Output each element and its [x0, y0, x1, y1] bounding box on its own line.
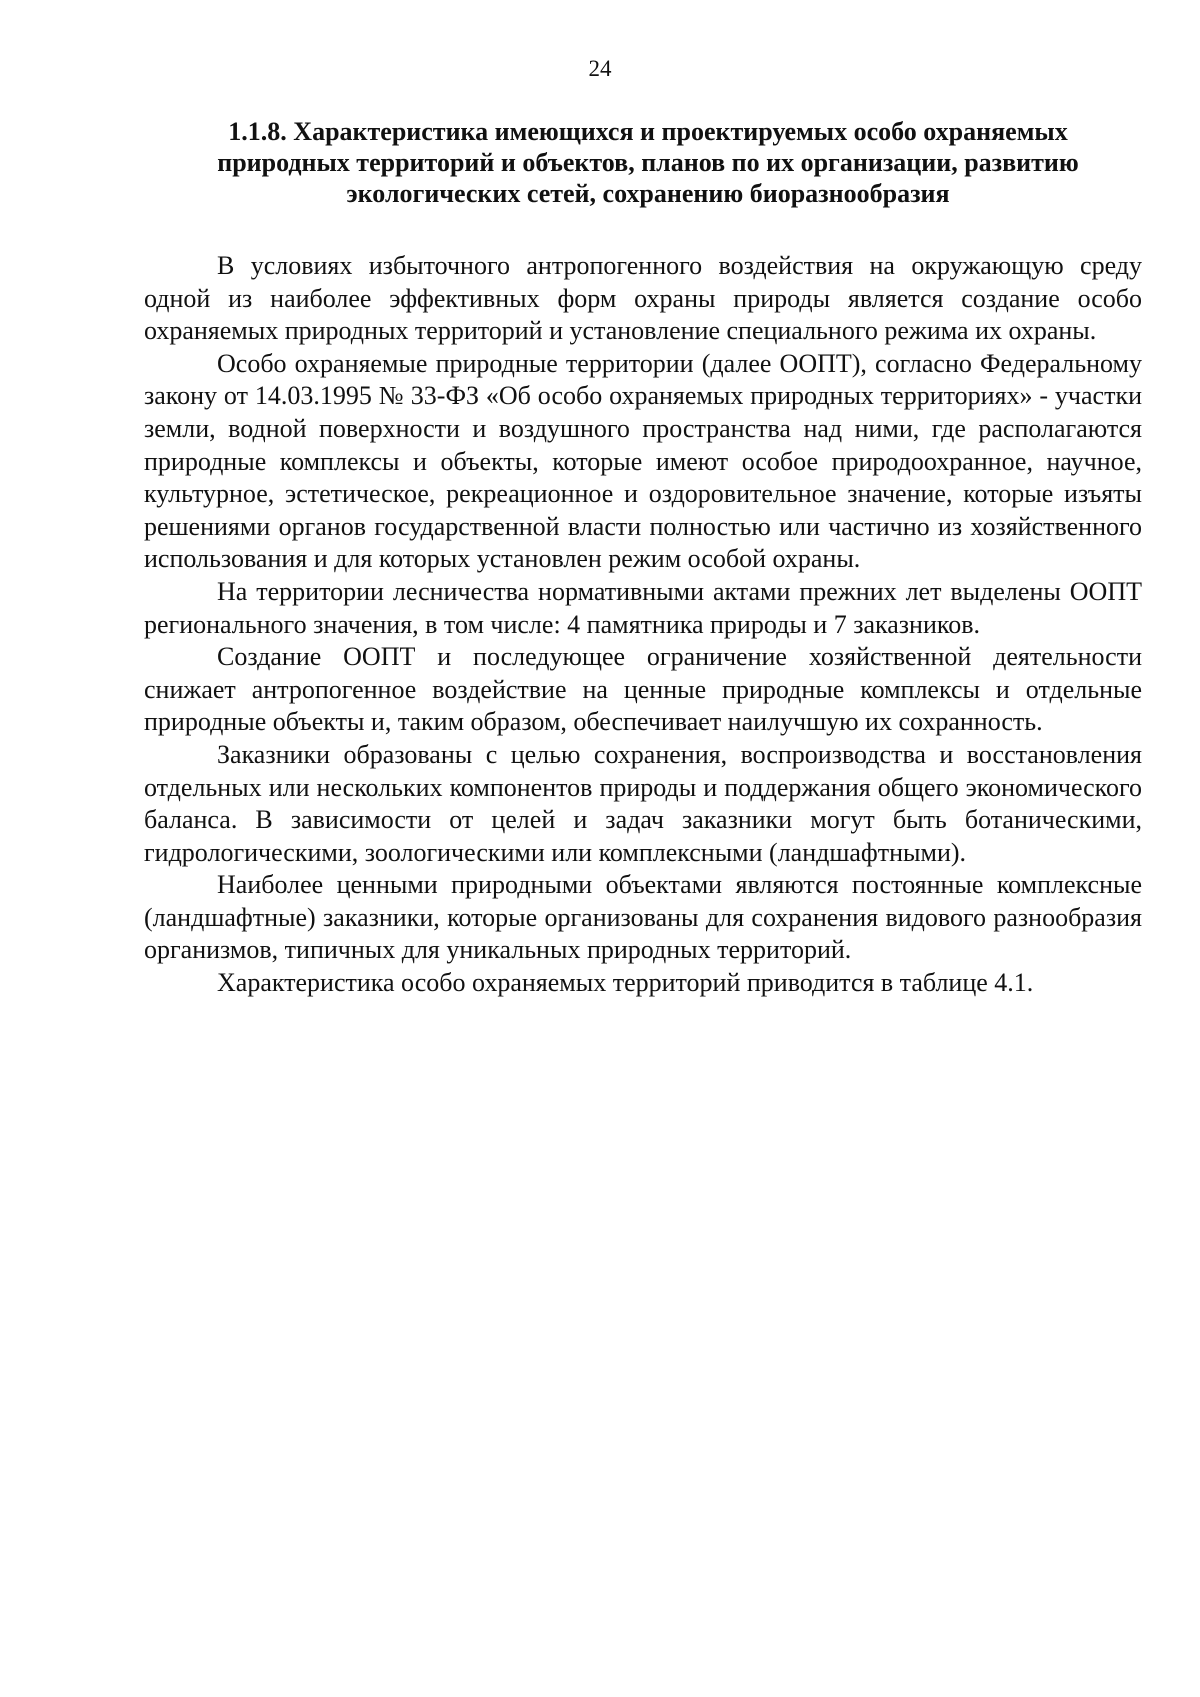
paragraph-table-reference: Характеристика особо охраняемых территорий приводится в таблице 4.1. — [217, 968, 1034, 998]
paragraph-oopt-benefit: Создание ООПТ и последующее ограничение хозяйственной деятельности снижает антропогенное воздействие на ценные природные комплексы и отдельные природные объекты и, таким образом, обеспечивает наилучшую их сохранность. — [144, 642, 1142, 737]
paragraph-oopt-definition: Особо охраняемые природные территории (далее ООПТ), согласно Федеральному закону от 14.03.1995 № 33-ФЗ «Об особо охраняемых природных территориях» - участки земли, водной поверхности и воздушного пространства над ними, где располагаются природные комплексы и объекты, которые имеют особое природоохранное, научное, культурное, эстетическое, рекреационное и оздоровительное значение, которые изъяты решениями органов государственной власти полностью или частично из хозяйственного использования и для которых установлен режим особой охраны. — [144, 348, 1142, 574]
paragraph-valuable-objects: Наиболее ценными природными объектами являются постоянные комплексные (ландшафтные) заказники, которые организованы для сохранения видового разнообразия организмов, типичных для уникальных природных территорий. — [144, 870, 1142, 965]
paragraph-intro: В условиях избыточного антропогенного воздействия на окружающую среду одной из наиболее эффективных форм охраны природы является создание особо охраняемых природных территорий и установление специального режима их охраны. — [144, 251, 1142, 346]
body-text — [144, 250, 1142, 1000]
paragraph-oopt-count: На территории лесничества нормативными актами прежних лет выделены ООПТ регионального значения, в том числе: 4 памятника природы и 7 заказников. — [144, 576, 1142, 639]
page-number: 24 — [588, 56, 612, 81]
section-heading: 1.1.8. Характеристика имеющихся и проектируемых особо охраняемых природных территорий и объектов, планов по их организации, развитию экологических сетей, сохранению биоразнообразия — [217, 117, 1079, 208]
paragraph-zakazniki-purpose: Заказники образованы с целью сохранения, воспроизводства и восстановления отдельных или нескольких компонентов природы и поддержания общего экономического баланса. В зависимости от целей и задач заказники могут быть ботаническими, гидрологическими, зоологическими или комплексными (ландшафтными). — [144, 739, 1142, 867]
